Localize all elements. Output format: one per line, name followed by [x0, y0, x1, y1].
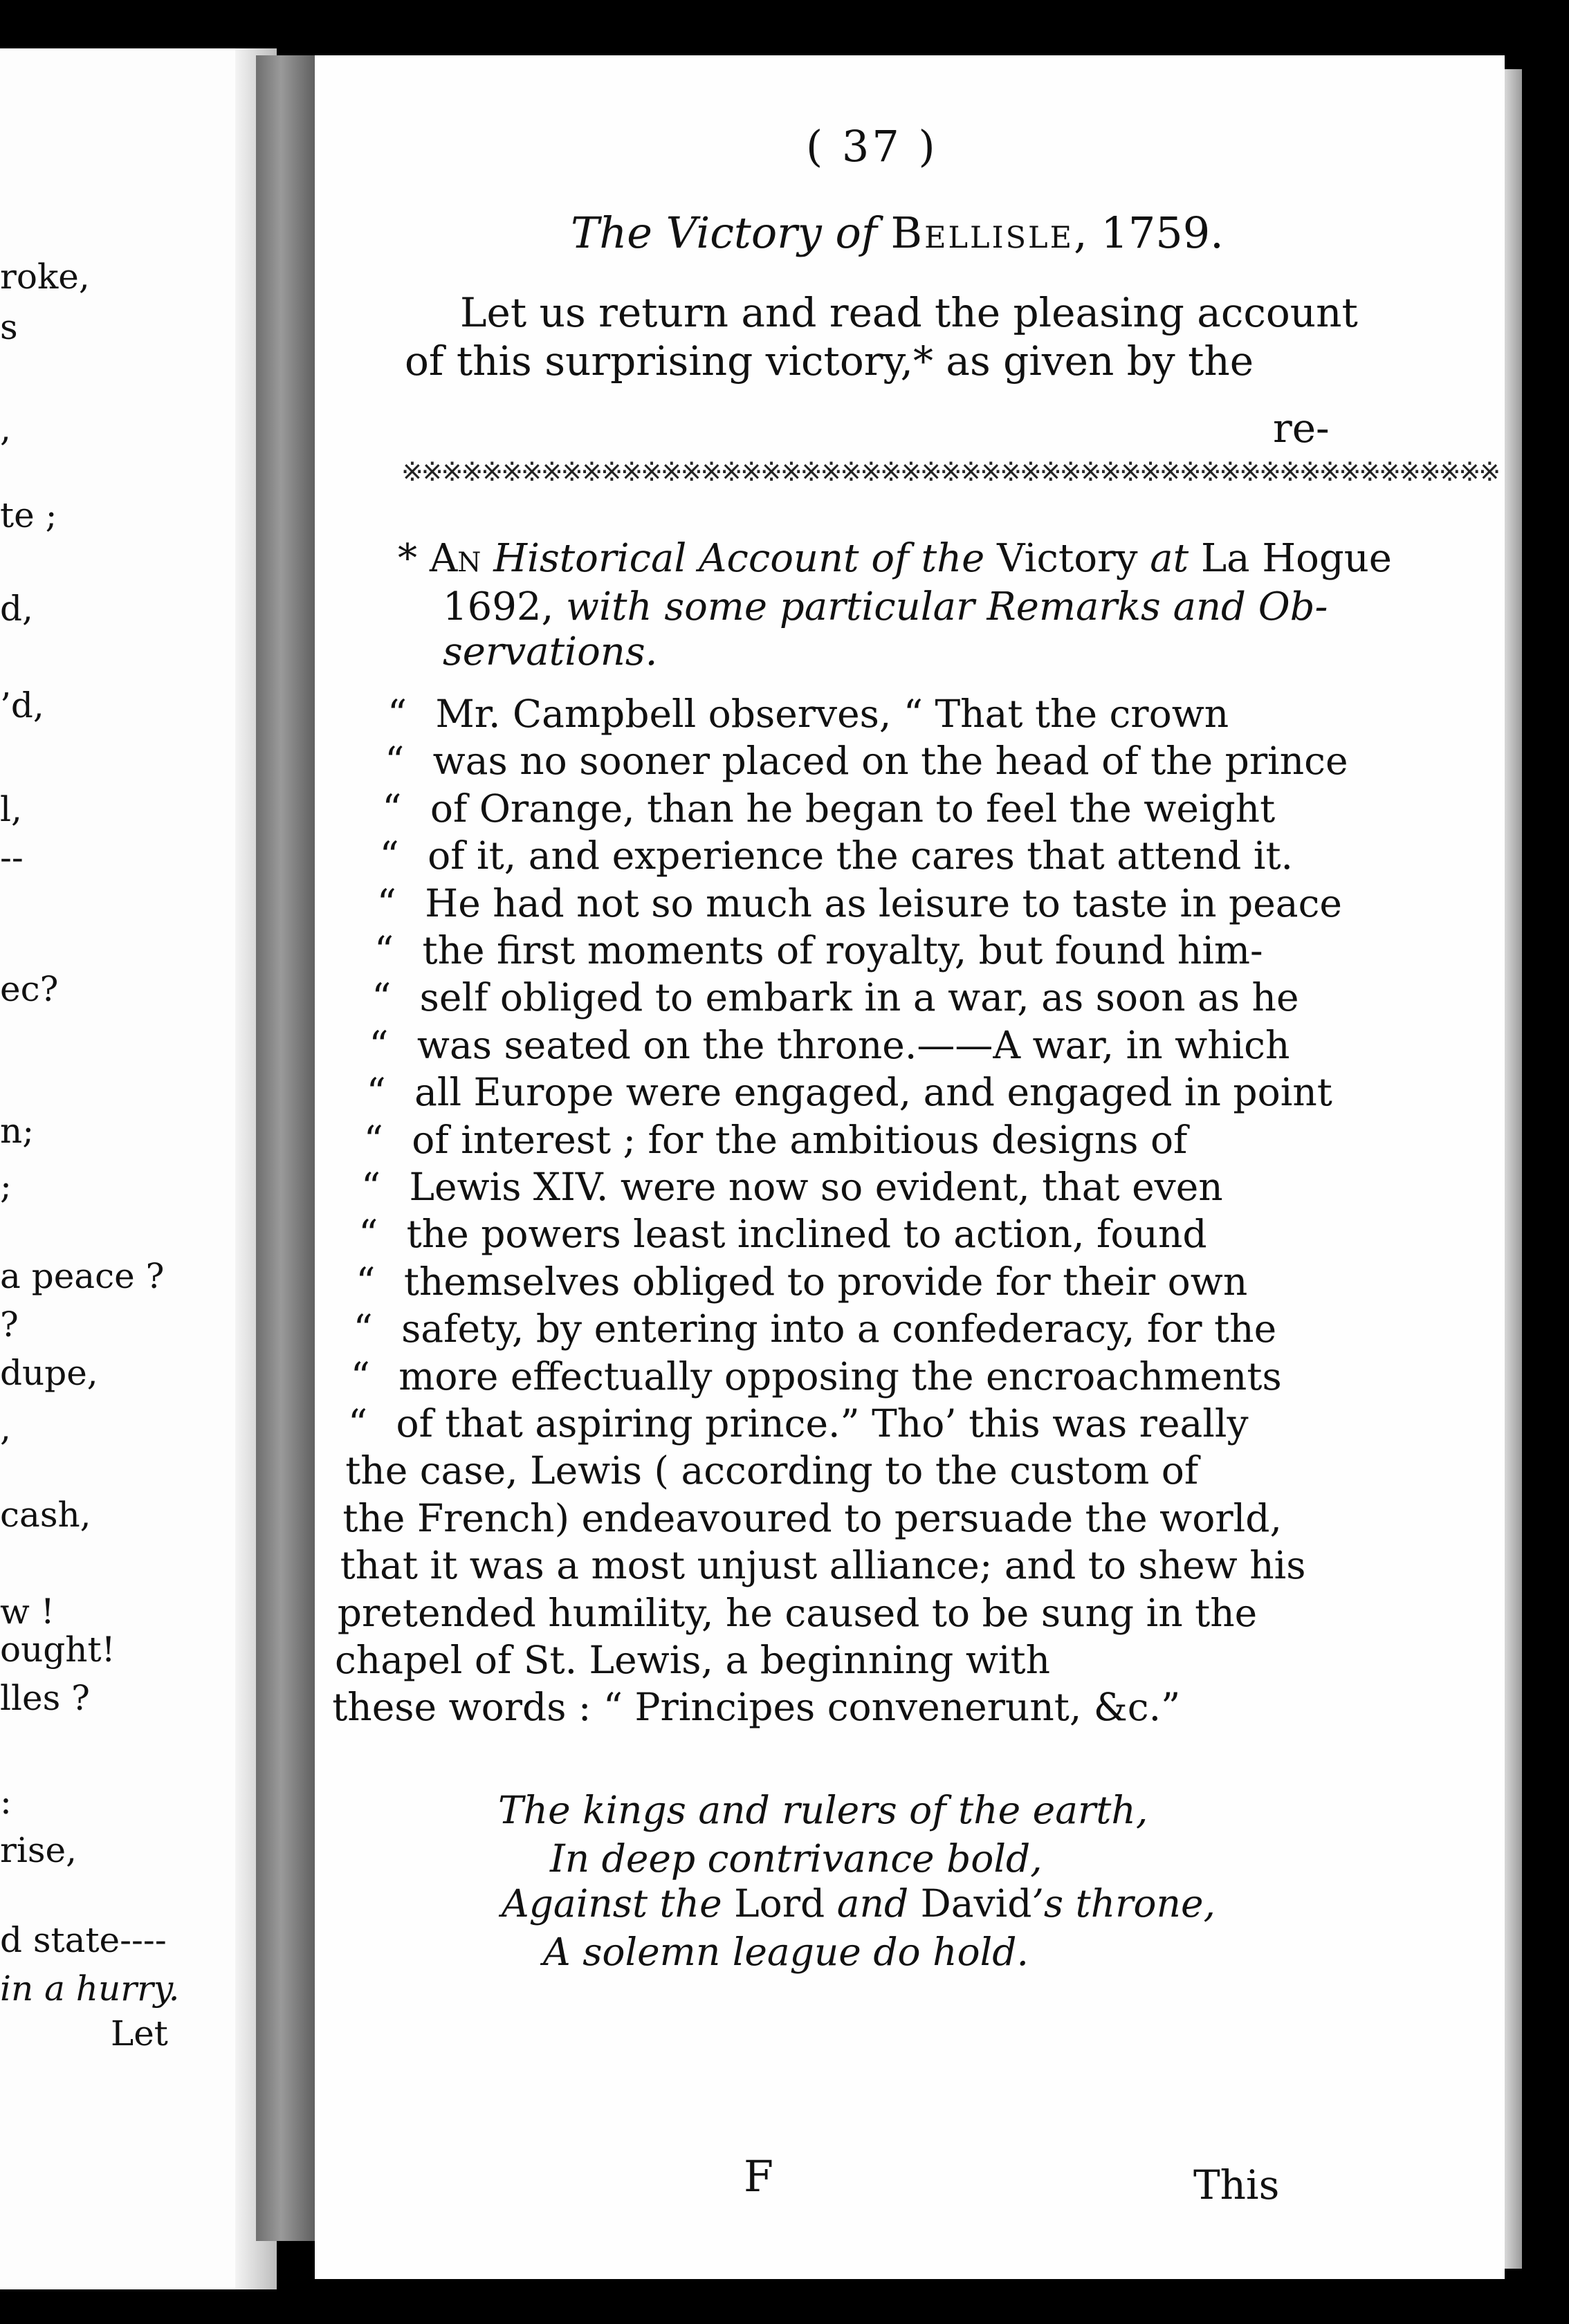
quote-line	[342, 1496, 1282, 1540]
left-fragment: roke,	[0, 257, 90, 297]
quote-text: of Orange, than he began to feel the weight	[430, 786, 1276, 831]
page-number: ( 37 )	[806, 121, 938, 172]
quote-mark: “	[348, 1401, 368, 1446]
left-fragment: a peace ?	[0, 1256, 165, 1296]
quote-line	[340, 1543, 1306, 1587]
quote-line	[369, 1023, 1290, 1067]
footnote-historical: Historical Account of the	[481, 536, 998, 581]
left-fragment: ’d,	[0, 685, 44, 726]
quote-line	[380, 833, 1293, 878]
quote-line	[351, 1354, 1282, 1399]
catchword: This	[1193, 2161, 1280, 2208]
quote-mark: “	[366, 1070, 386, 1115]
quote-text: the first moments of royalty, but found him-	[422, 928, 1263, 972]
left-fragment: :	[0, 1782, 12, 1822]
footnote-heading-line-3	[443, 629, 657, 674]
verse-line	[498, 1788, 1148, 1832]
intro-line-1: Let us return and read the pleasing account	[460, 289, 1358, 336]
quote-text: Lewis XIV. were now so evident, that even	[409, 1165, 1223, 1209]
left-fragment: ,	[0, 1408, 11, 1448]
footnote-victory: Victory	[997, 536, 1150, 581]
left-fragment: dupe,	[0, 1353, 98, 1393]
quote-line	[385, 739, 1348, 783]
quote-text: themselves obliged to provide for their own	[403, 1259, 1248, 1304]
quote-mark: “	[358, 1212, 378, 1257]
quote-line	[358, 1212, 1206, 1256]
left-fragment: ;	[0, 1166, 12, 1206]
left-fragment: ought!	[0, 1630, 116, 1670]
quote-line	[364, 1118, 1188, 1162]
quote-text: pretended humility, he caused to be sung in the	[337, 1590, 1258, 1635]
footnote-la-hogue: La Hogue	[1200, 536, 1392, 581]
left-fragment: s	[0, 307, 18, 347]
left-fragment: Let	[111, 2013, 168, 2054]
quote-line	[332, 1685, 1180, 1729]
quote-line	[354, 1307, 1277, 1351]
quote-line	[348, 1401, 1249, 1446]
left-fragment: d state----	[0, 1920, 167, 1960]
quote-line	[338, 1591, 1257, 1635]
header-prefix: The Victory of	[571, 208, 891, 258]
quote-mark: “	[353, 1307, 373, 1352]
catch-re: re-	[1273, 405, 1330, 452]
left-fragment: w !	[0, 1592, 55, 1632]
verse-line	[543, 1930, 1029, 1974]
quote-text: was no sooner placed on the head of the prince	[432, 739, 1348, 784]
quote-text: Mr. Campbell observes, “ That the crown	[435, 692, 1229, 736]
left-fragment: in a hurry.	[0, 1968, 180, 2009]
quote-line	[335, 1638, 1050, 1682]
left-fragment: cash,	[0, 1495, 91, 1535]
quote-line	[356, 1260, 1247, 1304]
quote-mark: “	[369, 1022, 389, 1067]
footnote-marker: *	[398, 536, 417, 581]
quote-mark: “	[376, 880, 396, 925]
verse-and: and	[825, 1881, 921, 1926]
quote-text: of it, and experience the cares that attend it.	[428, 833, 1294, 878]
quote-mark: “	[382, 786, 402, 831]
verse-david: David	[920, 1881, 1032, 1926]
quote-mark: “	[387, 692, 407, 736]
quote-line	[371, 975, 1299, 1020]
verse-text: In deep contrivance bold,	[550, 1836, 1043, 1881]
quote-text: of interest ; for the ambitious designs of	[412, 1117, 1188, 1162]
header-name: Bellisle	[890, 208, 1074, 258]
left-fragment: ,	[0, 409, 11, 449]
footnote-an: An	[429, 536, 481, 581]
footnote-remarks: with some particular Remarks and Ob-	[553, 584, 1328, 629]
quote-mark: “	[379, 833, 399, 878]
quote-text: was seated on the throne.——A war, in which	[416, 1022, 1290, 1067]
quote-text: safety, by entering into a confederacy, for the	[401, 1307, 1277, 1352]
header-year: , 1759.	[1073, 208, 1224, 258]
intro-line-2: of this surprising victory,* as given by the	[405, 338, 1254, 385]
left-fragment: te ;	[0, 495, 57, 535]
left-fragment: d,	[0, 589, 33, 629]
footnote-heading-line-1	[398, 536, 1392, 581]
verse-text: The kings and rulers of the earth,	[498, 1788, 1148, 1832]
verse-line	[550, 1836, 1043, 1881]
footnote-heading-line-2	[443, 584, 1328, 629]
quote-text: of that aspiring prince.” Tho’ this was really	[396, 1401, 1249, 1446]
quote-mark: “	[361, 1165, 381, 1209]
quote-text: more effectually opposing the encroachments	[398, 1354, 1282, 1399]
quote-mark: “	[350, 1354, 370, 1399]
footnote-observations: servations.	[443, 629, 658, 674]
signature-mark: F	[744, 2151, 774, 2202]
footnote-year: 1692,	[443, 584, 554, 629]
quote-line	[377, 881, 1342, 925]
verse-text: Against the	[502, 1881, 735, 1926]
verse-line	[502, 1881, 1215, 1926]
book-gutter	[256, 55, 318, 2241]
quote-text: chapel of St. Lewis, a beginning with	[335, 1638, 1051, 1682]
quote-text: self obliged to embark in a war, as soon as he	[419, 975, 1299, 1020]
quote-mark: “	[371, 975, 392, 1020]
quote-text: that it was a most unjust alliance; and to shew his	[340, 1543, 1306, 1588]
quote-line	[374, 928, 1263, 972]
left-fragment: l,	[0, 789, 22, 829]
quote-line	[367, 1070, 1332, 1114]
left-fragment: ec?	[0, 969, 59, 1009]
quote-text: the French) endeavoured to persuade the world,	[342, 1495, 1282, 1540]
left-fragment: rise,	[0, 1830, 77, 1870]
verse-lord: Lord	[734, 1881, 825, 1926]
quote-line	[387, 692, 1229, 736]
left-facing-page	[0, 48, 277, 2289]
left-fragment: n;	[0, 1111, 35, 1151]
quote-text: all Europe were engaged, and engaged in point	[414, 1070, 1332, 1115]
left-fragment: ?	[0, 1304, 19, 1345]
running-header	[571, 208, 1224, 258]
quote-line	[382, 786, 1275, 831]
quote-mark: “	[356, 1259, 376, 1304]
quote-mark: “	[363, 1117, 383, 1162]
page-edge	[1505, 69, 1522, 2269]
quote-text: these words : “ Principes convenerunt, &c.”	[332, 1685, 1181, 1730]
quote-mark: “	[385, 739, 405, 784]
ornamental-rule: ※※※※※※※※※※※※※※※※※※※※※※※※※※※※※※※※※※※※※※※※※※※※※※※※※※※※※※※	[401, 456, 1499, 487]
quote-text: the case, Lewis ( according to the custom of	[345, 1448, 1199, 1493]
quote-text: He had not so much as leisure to taste in peace	[425, 880, 1342, 925]
quote-line	[345, 1448, 1198, 1493]
left-fragment: lles ?	[0, 1678, 90, 1718]
quote-line	[361, 1165, 1223, 1209]
verse-throne: ’s throne,	[1031, 1881, 1215, 1926]
quote-text: the powers least inclined to action, found	[406, 1212, 1207, 1257]
footnote-at: at	[1150, 536, 1201, 581]
verse-text: A solemn league do hold.	[543, 1930, 1029, 1974]
left-fragment: --	[0, 838, 24, 878]
quote-mark: “	[374, 928, 394, 972]
